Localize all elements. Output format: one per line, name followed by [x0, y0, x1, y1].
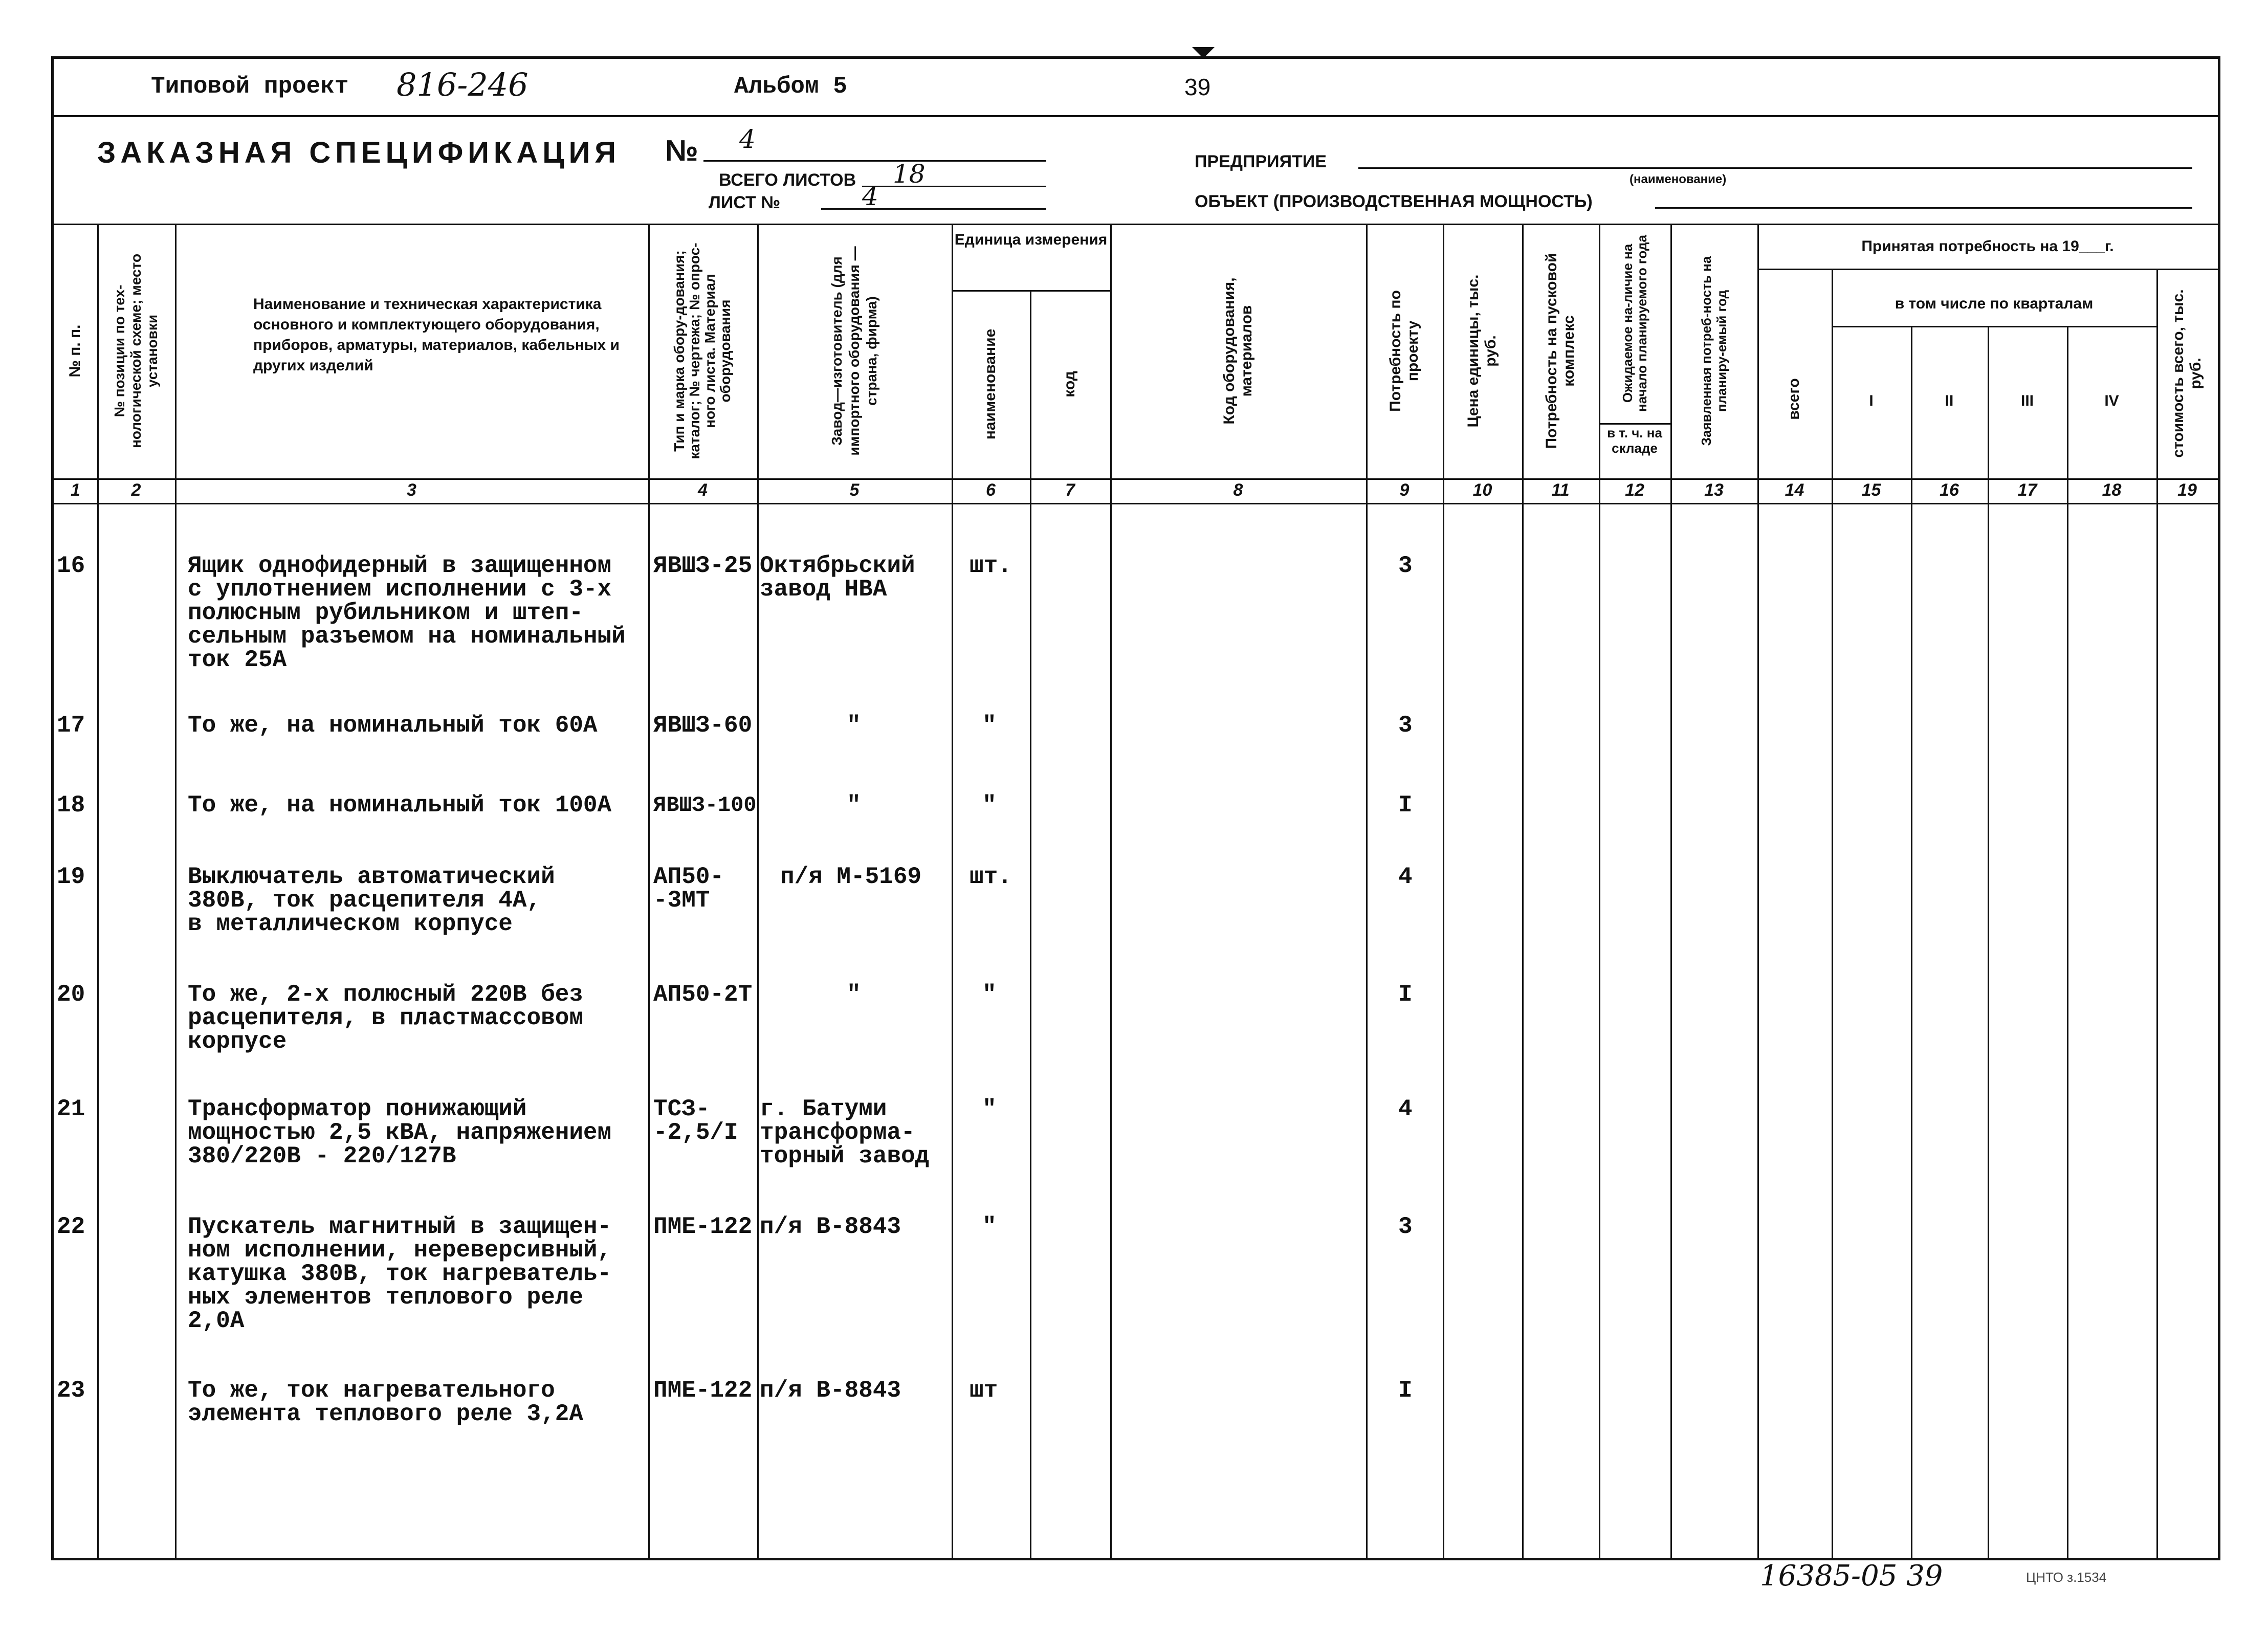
accepted-group-rule — [1757, 269, 2218, 270]
col-rule-16 — [1988, 326, 1989, 1558]
row-number: 23 — [57, 1377, 85, 1404]
item-manufacturer: г. Батуми трансформа- торный завод — [760, 1096, 930, 1169]
col-number: 8 — [1233, 480, 1243, 500]
project-number: 816-246 — [397, 66, 529, 103]
quarters-group-rule — [1832, 326, 2156, 327]
col-header-3: Наименование и техническая характеристика основного и комплектующего оборудования, приборов, арматуры, материалов, кабельных и других изделий — [253, 296, 620, 374]
col-number: 13 — [1704, 480, 1724, 500]
item-description: То же, на номинальный ток 60А — [188, 712, 598, 739]
col-rule-10 — [1522, 224, 1524, 1558]
stock-sub-rule — [1599, 423, 1670, 425]
album-label: Альбом 5 — [734, 73, 847, 100]
item-quantity: 3 — [1398, 1213, 1413, 1240]
number-underline — [703, 160, 1046, 162]
item-description: Пускатель магнитный в защищен- ном исполнении, нереверсивный, катушка 380В, ток нагреватель- ных элементов теплового реле 2,0А — [188, 1213, 612, 1334]
col-header-19: стоимость всего, тыс. руб. — [2170, 289, 2204, 458]
row-number: 20 — [57, 981, 85, 1008]
col-header-14: всего — [1786, 378, 1802, 420]
item-type: ПМЕ-122 — [653, 1377, 753, 1404]
row-number: 18 — [57, 792, 85, 819]
item-type: ЯВШЗ-100 — [653, 793, 757, 818]
item-manufacturer: п/я М-5169 — [780, 864, 922, 890]
col-number: 9 — [1399, 480, 1410, 500]
col-rule-17 — [2067, 326, 2068, 1558]
col-rule-9 — [1443, 224, 1444, 1558]
page-number: 39 — [1184, 74, 1211, 100]
total-sheets-value: 18 — [893, 159, 926, 189]
col-header-12: Ожидаемое на-личие на начало планируемого года — [1620, 235, 1649, 412]
col-rule-2 — [175, 224, 177, 1558]
item-description: Ящик однофидерный в защищенном с уплотнением исполнении с 3-х полюсным рубильником и штеп- сельным разъемом на номинальный ток 25А — [188, 553, 626, 673]
col-rule-12 — [1670, 224, 1672, 1558]
quarters-group-header: в том числе по кварталам — [1895, 295, 2094, 312]
sheet-underline — [821, 208, 1046, 210]
col-header-5: Завод—изготовитель (для импортного оборудования —страна, фирма) — [829, 246, 879, 456]
col-header-1: № п. п. — [67, 324, 83, 378]
archive-stamp: 16385-05 39 — [1760, 1559, 1943, 1593]
row-number: 22 — [57, 1213, 85, 1240]
col-rule-8 — [1366, 224, 1368, 1558]
object-label: ОБЪЕКТ (ПРОИЗВОДСТВЕННАЯ МОЩНОСТЬ) — [1195, 192, 1593, 211]
item-manufacturer: Октябрьский завод НВА — [760, 553, 915, 603]
col-header-7: код — [1061, 371, 1078, 398]
col-number: 3 — [407, 480, 416, 500]
sheet-value: 4 — [862, 182, 878, 211]
table-top-rule — [54, 224, 2218, 225]
item-quantity: I — [1398, 1377, 1413, 1404]
total-sheets-label: ВСЕГО ЛИСТОВ — [719, 170, 856, 190]
column-number-top-rule — [54, 478, 2218, 480]
col-rule-11 — [1599, 224, 1600, 1558]
object-underline — [1655, 207, 2192, 209]
item-unit: шт. — [970, 553, 1012, 579]
row-number: 21 — [57, 1096, 85, 1122]
form-title: ЗАКАЗНАЯ СПЕЦИФИКАЦИЯ — [97, 136, 621, 169]
enterprise-label: ПРЕДПРИЯТИЕ — [1195, 152, 1327, 171]
item-manufacturer: " — [847, 712, 861, 739]
col-header-15: I — [1869, 392, 1874, 409]
project-label: Типовой проект — [151, 73, 349, 100]
col-rule-4 — [757, 224, 759, 1558]
item-unit: " — [982, 792, 997, 819]
col-number: 5 — [849, 480, 860, 500]
col-header-10: Цена единицы, тыс. руб. — [1465, 274, 1499, 428]
sheet-label: ЛИСТ № — [709, 193, 781, 212]
naming-note: (наименование) — [1630, 172, 1727, 186]
col-number: 1 — [71, 480, 80, 500]
item-unit: " — [982, 712, 997, 739]
col-header-16: II — [1945, 392, 1954, 409]
item-type: ЯВШЗ-60 — [653, 712, 753, 739]
item-description: Выключатель автоматический 380В, ток расцепителя 4А, в металлическом корпусе — [188, 864, 555, 937]
col-header-2: № позиции по тех-нологической схеме; место установки — [112, 253, 160, 449]
row-number: 16 — [57, 553, 85, 579]
item-manufacturer: " — [847, 981, 861, 1008]
col-rule-5 — [952, 224, 953, 1558]
col-header-11: Потребность на пусковой комплекс — [1543, 253, 1577, 449]
col-header-8: Код оборудования, материалов — [1221, 277, 1255, 425]
print-tag: ЦНТО з.1534 — [2026, 1570, 2107, 1585]
item-description: То же, 2-х полюсный 220В без расцепителя, в пластмассовом корпусе — [188, 981, 583, 1055]
col-number: 7 — [1065, 480, 1075, 500]
col-number: 17 — [2017, 480, 2037, 500]
column-number-bottom-rule — [54, 503, 2218, 504]
col-rule-1 — [97, 224, 99, 1558]
col-header-9: Потребность по проекту — [1387, 290, 1421, 412]
col-header-13: Заявленная потреб-ность на планиру-емый год — [1699, 256, 1729, 446]
col-number: 6 — [986, 480, 996, 500]
col-header-17: III — [2020, 392, 2034, 409]
item-quantity: 3 — [1398, 712, 1413, 739]
item-type: ЯВШЗ-25 — [653, 553, 753, 579]
item-description: Трансформатор понижающий мощностью 2,5 кВА, напряжением 380/220В - 220/127В — [188, 1096, 612, 1169]
col-number: 10 — [1472, 480, 1492, 500]
col-rule-15 — [1911, 326, 1912, 1558]
col-number: 12 — [1625, 480, 1644, 500]
item-quantity: 3 — [1398, 553, 1413, 579]
row-number: 19 — [57, 864, 85, 890]
col-rule-14 — [1832, 269, 1833, 1558]
item-type: АП50-2Т — [653, 981, 753, 1008]
item-quantity: 4 — [1398, 864, 1413, 890]
col-number: 16 — [1940, 480, 1959, 500]
enterprise-underline — [1358, 167, 2192, 169]
item-description: То же, на номинальный ток 100А — [188, 792, 612, 819]
col-header-18: IV — [2104, 392, 2119, 409]
col-number: 11 — [1551, 480, 1570, 500]
item-type: АП50- -3МТ — [653, 864, 724, 914]
item-manufacturer: " — [847, 792, 861, 819]
total-sheets-underline — [862, 186, 1046, 187]
col-rule-3 — [648, 224, 650, 1558]
col-rule-13 — [1757, 224, 1759, 1558]
item-description: То же, ток нагревательного элемента теплового реле 3,2А — [188, 1377, 583, 1427]
item-unit: " — [982, 1096, 997, 1122]
col-header-4: Тип и марка обору-дования; каталог; № чертежа; № опрос-ного листа. Материал оборудования — [671, 242, 733, 459]
item-manufacturer: п/я В-8843 — [760, 1213, 901, 1240]
col-number: 14 — [1785, 480, 1804, 500]
item-unit: шт. — [970, 864, 1012, 890]
col-number: 15 — [1861, 480, 1881, 500]
item-type: ТСЗ- -2,5/I — [653, 1096, 738, 1146]
title-strip — [54, 59, 2218, 117]
col-number: 19 — [2177, 480, 2197, 500]
item-type: ПМЕ-122 — [653, 1213, 753, 1240]
item-unit: " — [982, 1213, 997, 1240]
number-value: 4 — [739, 124, 756, 154]
specification-sheet — [51, 56, 2220, 1560]
number-label: № — [665, 134, 698, 167]
item-quantity: I — [1398, 981, 1413, 1008]
item-manufacturer: п/я В-8843 — [760, 1377, 901, 1404]
row-number: 17 — [57, 712, 85, 739]
col-number: 18 — [2102, 480, 2122, 500]
item-quantity: I — [1398, 792, 1413, 819]
item-quantity: 4 — [1398, 1096, 1413, 1122]
item-unit: шт — [970, 1377, 998, 1404]
col-rule-18 — [2156, 269, 2158, 1558]
col-rule-7 — [1110, 224, 1112, 1558]
col-header-12b: в т. ч. на складе — [1607, 425, 1662, 456]
item-unit: " — [982, 981, 997, 1008]
unit-group-header: Единица измерения — [954, 231, 1108, 248]
col-header-6: наименование — [982, 328, 999, 440]
col-number: 2 — [131, 480, 141, 500]
col-number: 4 — [698, 480, 708, 500]
accepted-group-header: Принятая потребность на 19___г. — [1861, 238, 2114, 255]
